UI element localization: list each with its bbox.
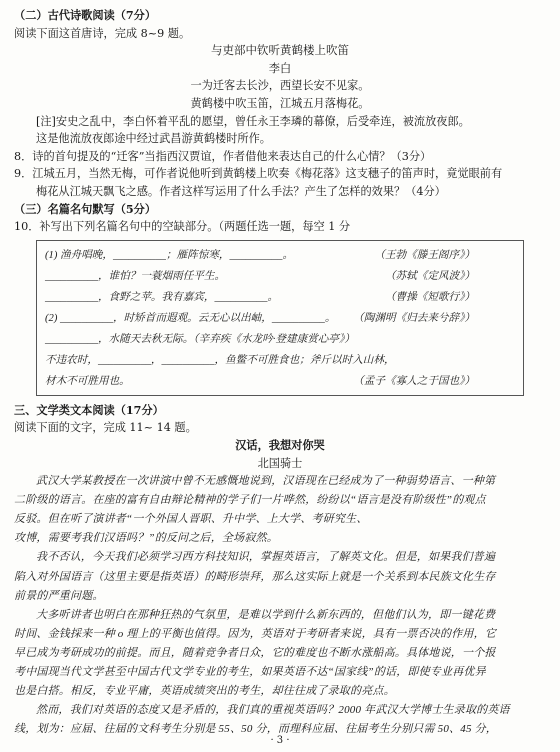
dictation-box (36, 240, 524, 396)
article-body (14, 472, 546, 739)
dictation-source: （苏轼《定风波》） (384, 270, 475, 282)
dictation-text: 不违农时，__________，__________，鱼鳖不可胜食也；斧斤以时入山林， (45, 354, 395, 366)
poem-note: [注]安史之乱中，李白怀着平乱的愿望，曾任永王李璘的幕僚，后受牵连，被流放夜郎。 (36, 114, 470, 128)
article-line: 早已成为考研成功的前提。而且，随着竞争者日众，它的难度也不断水涨船高。具体地说，一个报 (14, 646, 496, 659)
dictation-row (45, 266, 515, 287)
article-line: 线，划为：应届、往届的文科考生分别是 55、50 分，而理科应届、往届考生分别只需 50、45 分， (14, 723, 497, 736)
poem-note: 这是他流放夜郎途中经过武昌游黄鹤楼时所作。 (36, 132, 271, 146)
section-heading-poetry: （二）古代诗歌阅读（7分） (14, 8, 157, 22)
poem-title: 与吏部中钦听黄鹤楼上吹笛 (211, 43, 349, 58)
dictation-row (45, 245, 515, 266)
dictation-source: （王勃《滕王阁序》） (374, 249, 475, 261)
question-10: 10．补写出下列名篇名句中的空缺部分。（两题任选一题，每空 1 分 (14, 220, 351, 234)
poem-author: 李白 (268, 61, 292, 75)
dictation-text: 材木不可胜用也。 (45, 375, 130, 387)
article-title: 汉话，我想对你哭 (235, 437, 325, 452)
dictation-text: (1) 渔舟唱晚，__________；雁阵惊寒，__________。 (45, 249, 294, 261)
dictation-row (45, 371, 515, 392)
dictation-text: __________，食野之苹。我有嘉宾，__________。 (45, 291, 279, 303)
dictation-text: (2) __________，时矫首而遐观。云无心以出岫，__________。 (45, 312, 336, 324)
article-line: 陷入对外国语言（这里主要是指英语）的畸形崇拜，那么这实际上就是一个关系到本民族文化生存 (14, 570, 496, 583)
article-line: 攻博，需要考我们汉语吗？”的反问之后，全场寂然。 (14, 532, 278, 545)
dictation-text: __________，水随天去秋无际。（辛弃疾《水龙吟·登建康赏心亭》） (45, 333, 355, 345)
article-line: 武汉大学某教授在一次讲演中曾不无感慨地说到，汉语现在已经成为了一种弱势语言、一种第 (36, 475, 496, 488)
article-line: 大多听讲者也明白在那种狂热的气氛里，是难以学到什么新东西的，但他们认为，即一键花费 (36, 608, 496, 621)
dictation-text: __________，谁怕？一蓑烟雨任平生。 (45, 270, 226, 282)
dictation-row (45, 308, 515, 329)
article-line: 二阶级的语言。在座的富有自由辩论精神的学子们一片哗然，纷纷以“语言是没有阶级性”的观点 (14, 494, 486, 507)
article-line: 然而，我们对英语的态度又是矛盾的，我们真的重视英语吗？2000 年武汉大学博士生录取的英语 (36, 704, 510, 717)
article-line: 前景的严重问题。 (14, 589, 104, 602)
poetry-instruction: 阅读下面这首唐诗，完成 8~9 题。 (14, 26, 191, 40)
dictation-row (45, 350, 515, 371)
dictation-row (45, 329, 515, 350)
dictation-row (45, 287, 515, 308)
question-8: 8．诗的首句提及的“迁客”当指西汉贾谊，作者借他来表达自己的什么心情？（3分） (14, 149, 432, 163)
question-9: 9．江城五月，当然无梅，可作者说他听到黄鹤楼上吹奏《梅花落》这支穗子的笛声时，竟觉眼前有 (14, 167, 503, 181)
article-line: 反驳。但在听了演讲者“一个外国人晋职、升中学、上大学、考研究生、 (14, 513, 368, 526)
section-heading-dictation: （三）名篇名句默写（5分） (14, 201, 157, 216)
poem-line: 黄鹤楼中吹玉笛，江城五月落梅花。 (190, 96, 370, 110)
dictation-source: （曹操《短歌行》） (384, 291, 475, 303)
article-line: 也是白搭。相反，专业平庸，英语成绩突出的考生，却往往成了录取的亮点。 (14, 685, 395, 698)
dictation-source (475, 329, 515, 350)
article-line: 时间、金钱採来一种 o 理上的平衡也值得。因为，英语对于考研者来说，具有一票否决的作用，它 (14, 627, 496, 640)
dictation-source: （孟子《寡人之于国也》） (353, 375, 475, 387)
poem-line: 一为迁客去长沙，西望长安不见家。 (190, 79, 370, 93)
part-heading-literature: 三、文学类文本阅读（17分） (14, 402, 164, 417)
article-author: 北国骑士 (257, 456, 303, 470)
dictation-source: （陶渊明《归去来兮辞》） (353, 312, 475, 324)
article-line: 我不否认，今天我们必须学习西方科技知识，掌握英语言，了解英文化。但是，如果我们普遍 (36, 551, 496, 564)
article-line: 考中国现当代文学甚至中国古代文学专业的考生，如果英语不达“国家线”的话，即使专业再优异 (14, 666, 486, 679)
dictation-source (475, 350, 515, 371)
page-number: · 3 · (270, 735, 290, 746)
literature-instruction: 阅读下面的文字，完成 11~ 14 题。 (14, 421, 197, 435)
question-9-cont: 梅花从江城天飘飞之感。作者这样写运用了什么手法？产生了怎样的效果？（4分） (36, 184, 446, 198)
